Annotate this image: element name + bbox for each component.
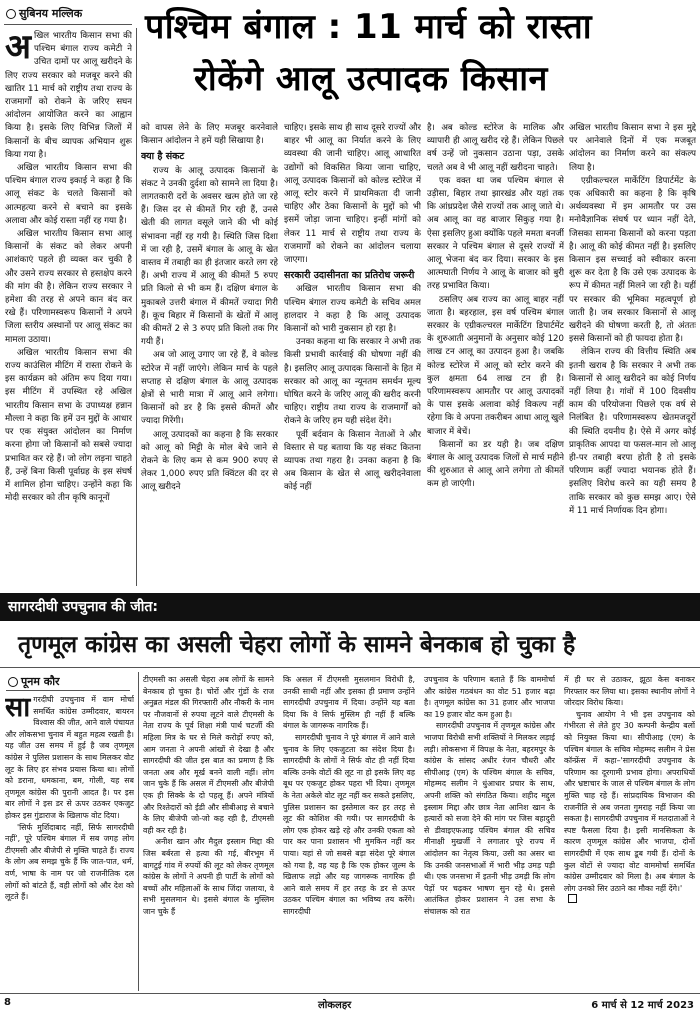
paragraph: कि असल में टीएमसी मुसलमान विरोधी है, उनकी साथी नहीं और इसका ही प्रमाण उन्होंने सागरदीघी उपचुनाव में दिया। उन्होंने यह बता दिया कि वे सिर्फ मुस्लिम ही नहीं हैं बल्कि बंगाल के जागरूक नागरिक हैं। bbox=[283, 675, 415, 731]
paragraph: पूर्वी बर्दवान के किसान नेताओं ने और विस्तार से यह बताया कि यह संकट कितना व्यापक तथा गहरा है। उनका कहना है कि अब किसान के खेत से आलू खरीदनेवाला कोई नहीं bbox=[284, 429, 421, 493]
byline-circle-icon bbox=[6, 9, 16, 19]
paragraph: किसानों का डर यही है। जब दक्षिण बंगाल के आलू उत्पादक जिलों से मार्च महीने की शुरुआत से आलू आने लगेगा तो कीमतें कम हो जाएंगी। bbox=[427, 439, 564, 490]
paragraph: सागरदीघी चुनाव ने पूरे बंगाल में आने वाले चुनाव के लिए एकजुटता का संदेश दिया है। सागरदीघी के लोगों ने सिर्फ वोट ही नहीं दिया बल्कि उनके वोटों की लूट ना हो इसके लिए वह बूथ पर एकजुट होकर पहरा भी दिया। तृणमूल के नेता अकेले वोट लूट नहीं कर सकते इसलिए, पुलिस प्रशासन का इस्तेमाल कर हर तरह से लूट की कोशिश की गयी। पर सागरदीघी के लोग एक होकर खड़े रहे और उनकी एकता को पार कर पाना प्रशासन भी मुमकिन नहीं कर पाया। यहां से जो सबसे बड़ा संदेश पूरे बंगाल को गया है, वह यह है कि एक होकर जुल्म के खिलाफ लड़ो और यह जागरूक नागरिक ही आने वाले समय में हर तरह के डर से ऊपर उठकर पश्चिम बंगाल का भविष्य तय करेंगे। सागरदीघी bbox=[283, 732, 415, 916]
column-rule bbox=[136, 28, 137, 586]
paragraph: में ही घर से उठाकर, झूठा केस बनाकर गिरफ्तार कर लिया था। इसका स्थानीय लोगों ने जोरदार विरोध किया। bbox=[564, 675, 695, 708]
article-byline: सुबिनय मल्लिक bbox=[6, 6, 82, 21]
paragraph: एक वक्त था जब पश्चिम बंगाल से उड़ीसा, बिहार तथा झारखंड और यहां तक कि आंध्रप्रदेश जैसे राज्यों तक आलू जाते थे। अब आलू का वह बाजार सिकुड़ गया है। ऐसा इसलिए हुआ क्योंकि पहले ममता बनर्जी सरकार ने पश्चिम बंगाल से दूसरे राज्यों में आलू भेजना बंद कर दिया। सरकार के इस आत्मघाती निर्णय ने आलू के बाजार को बुरी तरह प्रभावित किया। bbox=[427, 175, 564, 292]
end-mark-icon bbox=[568, 894, 577, 903]
paragraph: खिल भारतीय किसान सभा की पश्चिम बंगाल राज्य कमेटी ने उचित दामों पर आलू खरीदने के लिए राज्य सरकार को मजबूर करने की खातिर 11 मार्च को राष्ट्रीय तथा राज्य के राजमार्गों को रोकने के जरिए सघन आंदोलन आयोजित करने का आह्वान किया है। इसके लिए विभिन्न जिलों में किसानों के बीच व्यापक अभियान शुरू किया गया है। bbox=[5, 31, 132, 160]
paragraph: गरदीघी उपचुनाव में वाम मोर्चा समर्थित कांग्रेस उम्मीदवार, बायरन विश्वास की जीत, आने वाले पंचायत और लोकसभा चुनाव में बहुत महत्व रखती है। यह जीत उस समय में हुई है जब तृणमूल कांग्रेस ने पुलिस प्रशासन के साथ मिलकर वोट लूट के लिए हर संभव प्रयास किया था। लोगों को डराना, धमकाना, बम, गोली, यह सब तृणमूल कांग्रेस की पुरानी आदत है। पर इस बार लोगों ने इस डर से ऊपर उठकर एकजुट होकर इस गुंडाराज के खिलाफ वोट दिया। bbox=[5, 695, 134, 820]
paragraph: अखिल भारतीय किसान सभा की राज्य काउंसिल मीटिंग में रास्ता रोकने के इस कार्यक्रम को अंतिम रूप दिया गया। इस मीटिंग में उपस्थित रहे अखिल भारतीय किसान सभा के उपाध्यक्ष हन्नान मौल्ला ने कहा कि हमें उन मुद्दों के आधार पर एक संयुक्त आंदोलन का निर्माण करना होगा जो किसानों को सबसे ज्यादा प्रभावित कर रहे हैं। जो लोग लड़ना चाहते हैं, उन्हें बिना किसी पूर्वाग्रह के इस संघर्ष में शामिल होना चाहिए। उन्होंने कहा कि मोदी सरकार को तीन कृषि कानूनों bbox=[5, 347, 132, 504]
paragraph: अखिल भारतीय किसान सभा की पश्चिम बंगाल राज्य इकाई ने कहा है कि आलू संकट के चलते किसानों को आत्महत्या करने से बचाने का इसके अलावा और कोई रास्ता नहीं रह गया है। bbox=[5, 163, 132, 226]
divider bbox=[0, 667, 700, 668]
issue-date: 6 मार्च से 12 मार्च 2023 bbox=[591, 1000, 694, 1011]
article-2-column-1 bbox=[5, 694, 134, 991]
article-2-column-4 bbox=[424, 674, 555, 991]
article-2-column-5 bbox=[564, 674, 695, 991]
paragraph: को वापस लेने के लिए मजबूर करनेवाले किसान आंदोलन ने हमें यही सिखाया है। bbox=[141, 123, 278, 147]
paragraph: अनीश खान और मैदुल इस्लाम मिद्दा की जिस बर्बरता से हत्या की गई, बीरभूम में बागटुई गांव में रुपयों की लूट को लेकर तृणमूल कांग्रेस के लोगों ने अपनी ही पार्टी के लोगों को बच्चों और महिलाओं के साथ जिंदा जलाया, वे सभी मुसलमान थे। इससे बंगाल के मुस्लिम जान चुके हैं bbox=[143, 837, 274, 916]
byline-circle-icon bbox=[8, 677, 18, 687]
paragraph: आलू उत्पादकों का कहना है कि सरकार को आलू को मिट्टी के मोल बेचे जाने से रोकने के लिए कम से कम 900 रुपए से लेकर 1,000 रुपए प्रति क्विंटल की दर से आलू खरीदने bbox=[141, 429, 278, 493]
paragraph: टीएमसी का असली चेहरा अब लोगों के सामने बेनकाब हो चुका है। चोरों और गुंडों के राज अनुब्रत मंडल की गिरफ्तारी और नौकरी के नाम पर नौजवानों से रुपया लूटने वाले टीएमसी के नेता राज्य के पूर्व शिक्षा मंत्री पार्थ चटर्जी की महिला मित्र के घर से मिले करोड़ों रुपए को, आम जनता ने अपनी आंखों से देखा है और सागरदीघी की जीत इस बात का प्रमाण है कि जनता अब और मूर्ख बनने वाली नहीं। लोग जान चुके हैं कि असल में टीएमसी और बीजेपी एक ही सिक्के के दो पहलू हैं। अपने मंत्रियों और रिश्तेदारों को ईडी और सीबीआइ से बचाने के लिए बीजेपी जो-जो कह रही है, टीएमसी वही कर रही है। bbox=[143, 675, 274, 835]
paragraph: राज्य के आलू उत्पादक किसानों के संकट ने उनकी दुर्दशा को सामने ला दिया है। लागतकारी दरों के अवसर खत्म होते जा रहे हैं। जिस दर से कीमतें गिर रही हैं, उनसे खेती की लागत वसूले जाने की भी कोई संभावना नहीं रह गयी है। स्थिति जिस दिशा में जा रही है, उसमें बंगाल के आलू के खेत वास्तव में तबाही का ही इंतजार करते लग रहे हैं। अभी राज्य में आलू की कीमतें 5 रुपए प्रति किलो से भी कम हैं। दक्षिण बंगाल के मुकाबले उत्तरी बंगाल में कीमतें ज्यादा गिरी हैं। कूच बिहार में किसानों के खेतों में आलू की कीमतें 2 से 3 रुपए प्रति किलो तक गिर गयी हैं। bbox=[141, 165, 278, 348]
subheading-crisis: क्या है संकट bbox=[141, 151, 185, 163]
page-footer bbox=[0, 993, 700, 1012]
section-banner bbox=[0, 593, 700, 621]
article-2-headline: तृणमूल कांग्रेस का असली चेहरा लोगों के सामने बेनकाब हो चुका है bbox=[18, 632, 576, 658]
paragraph: सागरदीघी उपचुनाव में तृणमूल कांग्रेस और भाजपा विरोधी सभी शक्तियों ने मिलकर लड़ाई लड़ी। लोकसभा में विपक्ष के नेता, बहरमपुर के कांग्रेस के सांसद अधीर रंजन चौधरी और सीपीआइ (एम) के पश्चिम बंगाल के सचिव, मोहम्मद सलीम ने धुंआधार प्रचार के साथ, अपनी शक्ति को संगठित किया। शहीद मद्दुल इस्लाम मिद्दा और छात्र नेता आनिश खान के हत्यारों को सजा देने की मांग पर जिस बहादुरी से डीवाइएफआइ पश्चिम बंगाल की सचिव मीनाक्षी मुखर्जी ने लगातार पूरे राज्य में आंदोलन का नेतृत्व किया, उसी का असर था कि उनकी जनसभाओं में भारी भीड़ उमड़ पड़ी थी। एक जनसभा में इतनी भीड़ उमड़ी कि लोग पेड़ों पर चढ़कर भाषण सुन रहे थे। इससे आतंकित होकर प्रशासन ने उस सभा के संचालक को रात bbox=[424, 721, 555, 916]
divider bbox=[4, 24, 132, 25]
drop-cap: सा bbox=[5, 694, 31, 723]
article-2-column-2 bbox=[143, 674, 274, 991]
paragraph: ठसलिए अब राज्य का आलू बाहर नहीं जाता है। बहरहाल, इस वर्ष पश्चिम बंगाल सरकार के एग्रीकल्चरल मार्केटिंग डिपार्टमेंट के शुरुआती अनुमानों के अनुसार कोई 120 लाख टन आलू का उत्पादन हुआ है। जबकि कोल्ड स्टोरेज में आलू को स्टोर करने की कुल क्षमता 64 लाख टन ही है। परिणामस्वरूप आमतौर पर आलू उत्पादकों के पास इसके अलावा कोई विकल्प नहीं रहेगा कि वे अपना तकरीबन आधा आलू खुले बाजार में बेचें। bbox=[427, 294, 564, 437]
divider bbox=[6, 690, 130, 691]
paragraph: है। अब कोल्ड स्टोरेज के मालिक और व्यापारी ही आलू खरीद रहे हैं। लेकिन पिछले वर्ष उन्हें जो नुकसान उठाना पड़ा, उसके चलते अब वे भी आलू नहीं खरीदना चाहते। bbox=[427, 123, 564, 173]
article-column-1 bbox=[5, 30, 132, 586]
paragraph: एग्रीकल्चरल मार्केटिंग डिपार्टमेंट के एक अधिकारी का कहना है कि कृषि अर्थव्यवस्था में इम आमतौर पर उस मनोवैज्ञानिक संघर्ष पर ध्यान नहीं देते, जिसका सामना किसानों को करना पड़ता है। आलू की कोई कीमत नहीं है। इसलिए किसान इस सच्चाई को स्वीकार करना शुरू कर देता है कि उसे एक उत्पादक के रूप में कीमत नहीं मिलने जा रही है। यहीं पर सरकार की भूमिका महत्वपूर्ण हो जाती है। जब सरकार किसानों से आलू खरीदने की घोषणा करती है, तो अंततः इससे किसानों को ही फायदा होता है। bbox=[569, 175, 696, 345]
paragraph: अब जो आलू उगाए जा रहे हैं, वे कोल्ड स्टोरेज में नहीं जाएंगे। लेकिन मार्च के पहले सप्ताह से दक्षिण बंगाल के आलू उत्पादक क्षेत्रों से भारी मात्रा में आलू आने लगेगा। किसानों को डर है कि इससे कीमतें और ज्यादा गिरेंगी। bbox=[141, 350, 278, 427]
headline-line-1: पश्चिम बंगाल : 11 मार्च को रास्ता bbox=[145, 7, 593, 47]
paragraph: उपचुनाव के परिणाम बताते हैं कि वाममोर्चा और कांग्रेस गठबंधन का वोट 51 हजार बढ़ा है। तृणमूल कांग्रेस का 31 हजार और भाजपा का 19 हजार वोट कम हुआ है। bbox=[424, 675, 555, 719]
article-column-5 bbox=[569, 122, 696, 586]
article-column-3 bbox=[284, 122, 421, 586]
paragraph: अखिल भारतीय किसान सभा ने इस मुद्दे पर आनेवाले दिनों में एक मजबूत आंदोलन का निर्माण करने का संकल्प लिया है। bbox=[569, 123, 696, 173]
paragraph: अखिल भारतीय किसान सभा की पश्चिम बंगाल राज्य कमेटी के सचिव अमल हालदार ने कहा है कि आलू उत्पादक किसानों को भारी नुकसान हो रहा है। bbox=[284, 284, 421, 335]
paragraph: चुनाव आयोग ने भी इस उपचुनाव को गंभीरता से लेते हुए 30 कम्पनी केन्द्रीय बलों को नियुक्त किया था। सीपीआइ (एम) के पश्चिम बंगाल के सचिव मोहम्मद सलीम ने प्रेस कॉन्फ्रेंस में कहा–'सागरदीघी उपचुनाव के परिणाम का दूरगामी प्रभाव होगा। अपराधियों और भ्रष्टाचार के जाल से पश्चिम बंगाल के लोग मुक्ति चाह रहे हैं। सांप्रदायिक विभाजन की राजनीति से अब जनता गुमराह नहीं किया जा सकता है। सागरदीघी उपचुनाव में मतदाताओं ने स्पष्ट फैसला दिया है। इसी मानसिकता के कारण तृणमूल कांग्रेस और भाजपा, दोनों सागरदीघी में एक साथ डूब गयी हैं। दोनों के कुल वोटों से ज्यादा वोट वाममोर्चा समर्थित कांग्रेस उम्मीदवार को मिला है। अब बंगाल के लोग उनको सिर उठाने का मौका नहीं देंगे।' bbox=[564, 709, 695, 893]
paragraph: लेकिन राज्य की वित्तीय स्थिति अब इतनी खराब है कि सरकार ने अभी तक किसानों से आलू खरीदने का कोई निर्णय नहीं लिया है। गांवों में 100 दिवसीय काम की परियोजना पिछले एक वर्ष से निलंबित है। परिणामस्वरूप खेतमजदूरों की स्थिति दयनीय है। ऐसे में अगर कोई प्राकृतिक आपदा या फसल-मान लो आलू ही-पर तबाही बरपा होती है तो इसके परिणाम कहीं ज्यादा भयानक होते हैं। इसलिए विरोध करने का यही समय है ताकि सरकार को कुछ समझ आए। ऐसे में 11 मार्च निर्णायक दिन होगा। bbox=[569, 347, 696, 516]
article-column-4 bbox=[427, 122, 564, 586]
article-2-column-3 bbox=[283, 674, 415, 991]
newspaper-name: लोकलहर bbox=[318, 1000, 352, 1011]
page-number: 8 bbox=[4, 997, 11, 1008]
paragraph: चाहिए। इसके साथ ही साथ दूसरे राज्यों और बाहर भी आलू का निर्यात करने के लिए व्यवस्था की जानी चाहिए। आलू आधारित उद्योगों को विकसित किया जाना चाहिए, आलू उत्पादक किसानों को कोल्ड स्टोरेज में आलू स्टोर करने में प्राथमिकता दी जानी चाहिए और ठेका किसानों के मुद्दों को भी इसमें जोड़ा जाना चाहिए। इन्हीं मांगों को लेकर 11 मार्च से राष्ट्रीय तथा राज्य के राजमार्गों को रोकने का आंदोलन चलाया जाएगा। bbox=[284, 123, 421, 266]
paragraph: उनका कहना था कि सरकार ने अभी तक किसी प्रभावी कार्रवाई की घोषणा नहीं की है। इसलिए आलू उत्पादक किसानों के हित में सरकार को आलू का न्यूनतम समर्थन मूल्य घोषित करने के जरिए आलू की खरीद करनी चाहिए। राष्ट्रीय तथा राज्य के राजमार्गों को रोकने के जरिए हम यही संदेश देंगे। bbox=[284, 337, 421, 427]
column-rule bbox=[138, 672, 139, 991]
paragraph: अखिल भारतीय किसान सभा आलू किसानों के संकट को लेकर अपनी आशंकाएं पहले ही व्यक्त कर चुकी है और उसने राज्य सरकार से हस्तक्षेप करने की मांग की है। लेकिन राज्य सरकार ने हमेशा की तरह से अपने कान बंद कर रखे हैं। परिणामस्वरूप किसानों ने अपने जिला स्तरीय अस्थानों पर आलू संकट का मामला उठाया। bbox=[5, 229, 132, 345]
headline-line-2: रोकेंगे आलू उत्पादक किसान bbox=[194, 59, 548, 99]
article-column-2 bbox=[141, 122, 278, 586]
drop-cap: अ bbox=[5, 30, 31, 67]
banner-title: सागरदीघी उपचुनाव की जीत: bbox=[8, 599, 158, 615]
paragraph: 'सिर्फ मुर्शिदाबाद नहीं, सिर्फ सागरदीघी नहीं', पूरे पश्चिम बंगाल में सब जगह लोग टीएमसी और बीजेपी से मुक्ति चाहते हैं। राज्य के लोग अब समझ चुके हैं कि जात-पात, धर्म, वर्ण, भाषा के नाम पर जो राजनीतिक दल लोगों को बांटते हैं, वही लोगों को और देश को लूटते हैं। bbox=[5, 822, 134, 902]
article-2-byline: पूनम कौर bbox=[8, 674, 60, 689]
subheading-resistance: सरकारी उदासीनता का प्रतिरोध जरूरी bbox=[284, 270, 415, 282]
